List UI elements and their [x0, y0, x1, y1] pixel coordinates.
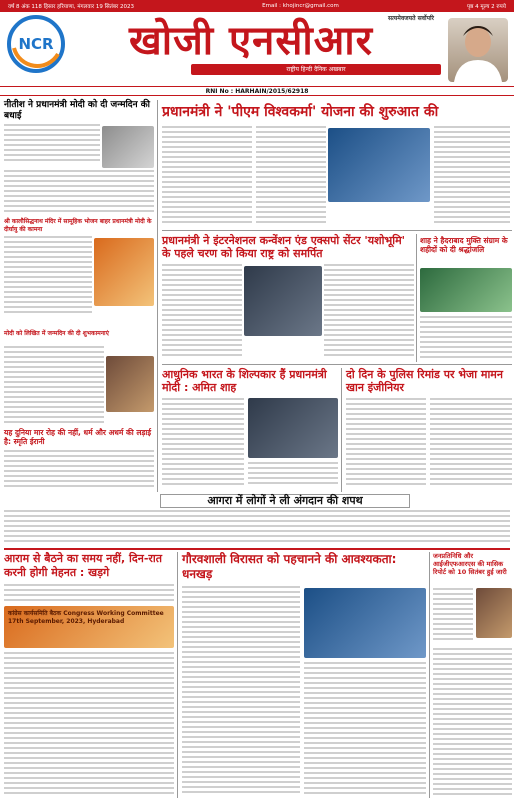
article-text — [182, 586, 300, 798]
photo-vishwakarma — [328, 128, 430, 202]
article-text — [4, 124, 100, 164]
congress-banner-text: कांग्रेस कार्यसमिति बैठक Congress Working Committee 17th September, 2023, Hyderabad — [8, 610, 164, 625]
divider — [4, 548, 510, 550]
article-text — [304, 662, 426, 798]
newspaper-title: खोजी एनसीआर — [128, 18, 373, 64]
article-text — [433, 648, 512, 798]
headline-yashobhoomi[interactable]: प्रधानमंत्री ने इंटरनेशनल कन्वेंशन एंड एक्सपो सेंटर 'यशोभूमि' के पहले चरण को किया राष्ट्र को समर्पित — [162, 234, 406, 260]
photo-hyderabad — [420, 268, 512, 312]
article-text — [4, 346, 104, 426]
photo-yashobhoomi — [244, 266, 322, 336]
article-text — [4, 450, 154, 490]
headline-nitish[interactable]: नीतीश ने प्रधानमंत्री मोदी को दी जन्मदिन की बधाई — [4, 100, 150, 121]
column-divider — [177, 552, 178, 798]
headline-police-remand[interactable]: दो दिन के पुलिस रिमांड पर भेजा मामन खान इंजीनियर — [346, 368, 503, 394]
article-text — [324, 264, 414, 360]
article-text — [433, 588, 473, 644]
title-area — [66, 14, 436, 74]
article-text — [256, 126, 326, 226]
article-text — [162, 398, 244, 490]
article-text — [420, 316, 512, 362]
headline-shah-modi[interactable]: आधुनिक भारत के शिल्पकार हैं प्रधानमंत्री मोदी : अमित शाह — [162, 368, 327, 394]
headline-pm-vishwakarma[interactable]: प्रधानमंत्री ने 'पीएम विश्वकर्मा' योजना की शुरुआत की — [162, 104, 439, 120]
article-text — [430, 398, 512, 490]
volume-info: वर्ष 8 अंक 118 हिसार हरियाणा, मंगलवार 19 सितंबर 2023 — [8, 4, 135, 10]
headline-jan-adhikar[interactable]: जनप्रतिनिधि और आईजीएफआरएस की मासिक रिपोर्ट को 10 सितंबर हुई जारी — [433, 552, 507, 576]
article-text — [434, 126, 510, 226]
divider — [162, 364, 512, 365]
editor-portrait — [448, 18, 508, 82]
photo-modi-mother — [106, 356, 154, 412]
article-text — [4, 236, 92, 316]
photo-temple — [94, 238, 154, 306]
article-text — [248, 462, 338, 490]
article-text — [346, 398, 426, 490]
photo-nitish — [102, 126, 154, 168]
article-text — [162, 126, 252, 226]
email-link[interactable]: Email : khojincr@gmail.com — [262, 3, 339, 9]
photo-congress-banner — [4, 606, 174, 648]
rni-bar: RNI No : HARHAIN/2015/62918 — [0, 86, 514, 96]
photo-amit-shah — [248, 398, 338, 458]
ncr-logo-icon — [6, 14, 66, 74]
headline-modi-mother[interactable]: मोदी को लिखित में जन्मदिन की दी शुभकामनाएं — [4, 330, 109, 337]
headline-khadge[interactable]: आराम से बैठने का समय नहीं, दिन-रात करनी होगी मेहनत : खड़गे — [4, 552, 163, 579]
column-divider — [429, 552, 430, 798]
photo-dhankhar — [304, 588, 426, 658]
column-divider — [341, 368, 342, 492]
logo-text: NCR — [18, 35, 54, 53]
article-text — [4, 510, 510, 546]
column-divider — [157, 100, 158, 492]
top-info-bar — [0, 0, 514, 12]
headline-agra[interactable]: आगरा में लोगों ने ली अंगदान की शपथ — [160, 494, 410, 508]
article-text — [4, 652, 174, 798]
headline-dhankhar[interactable]: गौरवशाली विरासत को पहचानने की आवश्यकता: धनखड़ — [182, 552, 397, 581]
subtitle: राष्ट्रीय हिन्दी दैनिक अखबार — [191, 64, 441, 75]
article-text — [4, 584, 174, 604]
masthead — [0, 12, 514, 84]
headline-bjp-temple[interactable]: श्री कालौसिद्धनाथ मंदिर में सामूहिक भोजन बाहर प्रधानमंत्री मोदी के दीर्घायु की कामना — [4, 218, 152, 233]
pages-info: पृष्ठ 4 मूल्य 2 रुपये — [467, 4, 506, 10]
tagline: सत्यमेवजयते सर्वोपरि — [387, 15, 434, 22]
column-divider — [416, 234, 417, 362]
headline-shah-hyderabad[interactable]: शाह ने हैदराबाद मुक्ति संग्राम के शहीदों को दी श्रद्धांजलि — [420, 236, 508, 254]
article-text — [4, 170, 154, 216]
photo-yogi — [476, 588, 512, 638]
article-text — [162, 264, 242, 360]
headline-smriti[interactable]: यह दुनिया मार रोह की नहीं, धर्म और अधर्म की लड़ाई है: स्मृति ईरानी — [4, 428, 152, 446]
divider — [162, 230, 512, 231]
